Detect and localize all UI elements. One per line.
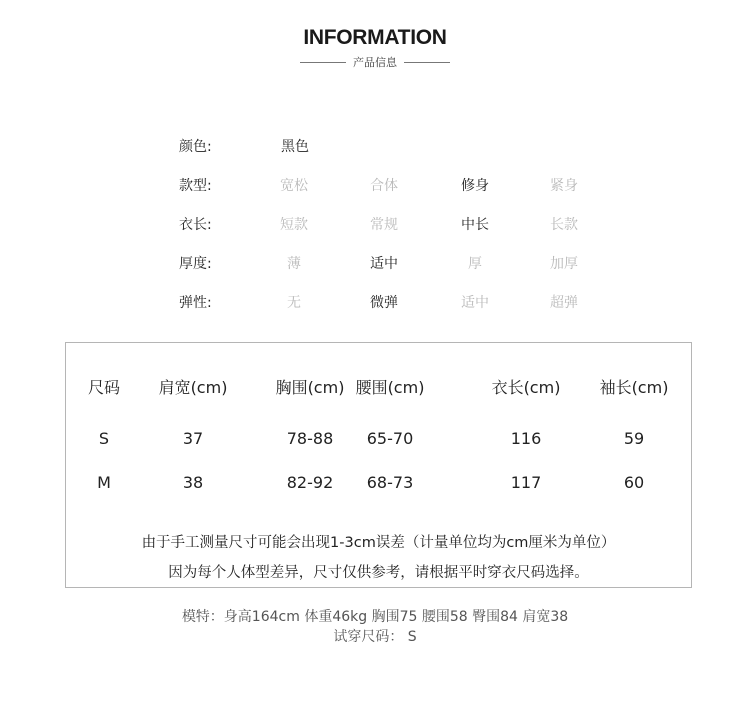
attribute-label: 款型:	[179, 178, 212, 194]
attribute-option-selected: 黑色	[281, 139, 309, 155]
size-table-header: 腰围(cm)	[355, 378, 425, 397]
attribute-option-selected: 适中	[370, 256, 398, 272]
attribute-option: 无	[287, 295, 301, 311]
attribute-option: 宽松	[280, 178, 308, 194]
attribute-option: 加厚	[550, 256, 578, 272]
attribute-row	[0, 253, 750, 275]
size-table-cell: 38	[182, 473, 204, 492]
attribute-row	[0, 136, 750, 158]
attribute-option: 紧身	[550, 178, 578, 194]
subtitle-bar	[0, 53, 750, 71]
size-table-header: 衣长(cm)	[491, 378, 561, 397]
attribute-option: 长款	[550, 217, 578, 233]
size-table-header: 袖长(cm)	[599, 378, 669, 397]
attribute-row	[0, 214, 750, 236]
size-chart	[65, 342, 692, 588]
size-table-cell: 117	[510, 473, 542, 492]
size-table-header: 胸围(cm)	[275, 378, 345, 397]
attribute-option-selected: 修身	[461, 178, 489, 194]
size-table-cell: 116	[510, 429, 542, 448]
size-label: S	[98, 429, 110, 448]
attribute-row	[0, 292, 750, 314]
attribute-option-selected: 中长	[461, 217, 489, 233]
size-table-cell: 82-92	[286, 473, 334, 492]
size-table-cell: 68-73	[366, 473, 414, 492]
size-table-cell: 60	[623, 473, 645, 492]
subtitle-divider-right	[404, 62, 450, 63]
size-table-cell: 59	[623, 429, 645, 448]
attribute-option-selected: 微弹	[370, 295, 398, 311]
measurement-note: 由于手工测量尺寸可能会出现1-3cm误差（计量单位均为cm厘米为单位）	[141, 535, 616, 551]
size-label: M	[97, 473, 111, 492]
attribute-option: 常规	[370, 217, 398, 233]
page-subtitle: 产品信息	[353, 56, 397, 69]
attribute-label: 颜色:	[179, 139, 212, 155]
attribute-label: 衣长:	[179, 217, 212, 233]
model-info: 模特：身高164cm 体重46kg 胸围75 腰围58 臀围84 肩宽38	[181, 609, 569, 625]
size-table-cell: 78-88	[286, 429, 334, 448]
size-advice-note: 因为每个人体型差异，尺寸仅供参考，请根据平时穿衣尺码选择。	[168, 565, 589, 581]
attribute-label: 弹性:	[179, 295, 212, 311]
attribute-option: 适中	[461, 295, 489, 311]
size-table-cell: 65-70	[366, 429, 414, 448]
attribute-option: 短款	[280, 217, 308, 233]
size-table-cell: 37	[182, 429, 204, 448]
attribute-option: 超弹	[550, 295, 578, 311]
subtitle-divider-left	[300, 62, 346, 63]
size-table-header: 尺码	[87, 378, 121, 397]
attribute-option: 厚	[468, 256, 482, 272]
attribute-label: 厚度:	[179, 256, 212, 272]
attribute-row	[0, 175, 750, 197]
attribute-option: 薄	[287, 256, 301, 272]
attribute-option: 合体	[370, 178, 398, 194]
page-title: INFORMATION	[303, 26, 447, 49]
model-fit-size: 试穿尺码： S	[333, 629, 417, 645]
size-table-header: 肩宽(cm)	[158, 378, 228, 397]
